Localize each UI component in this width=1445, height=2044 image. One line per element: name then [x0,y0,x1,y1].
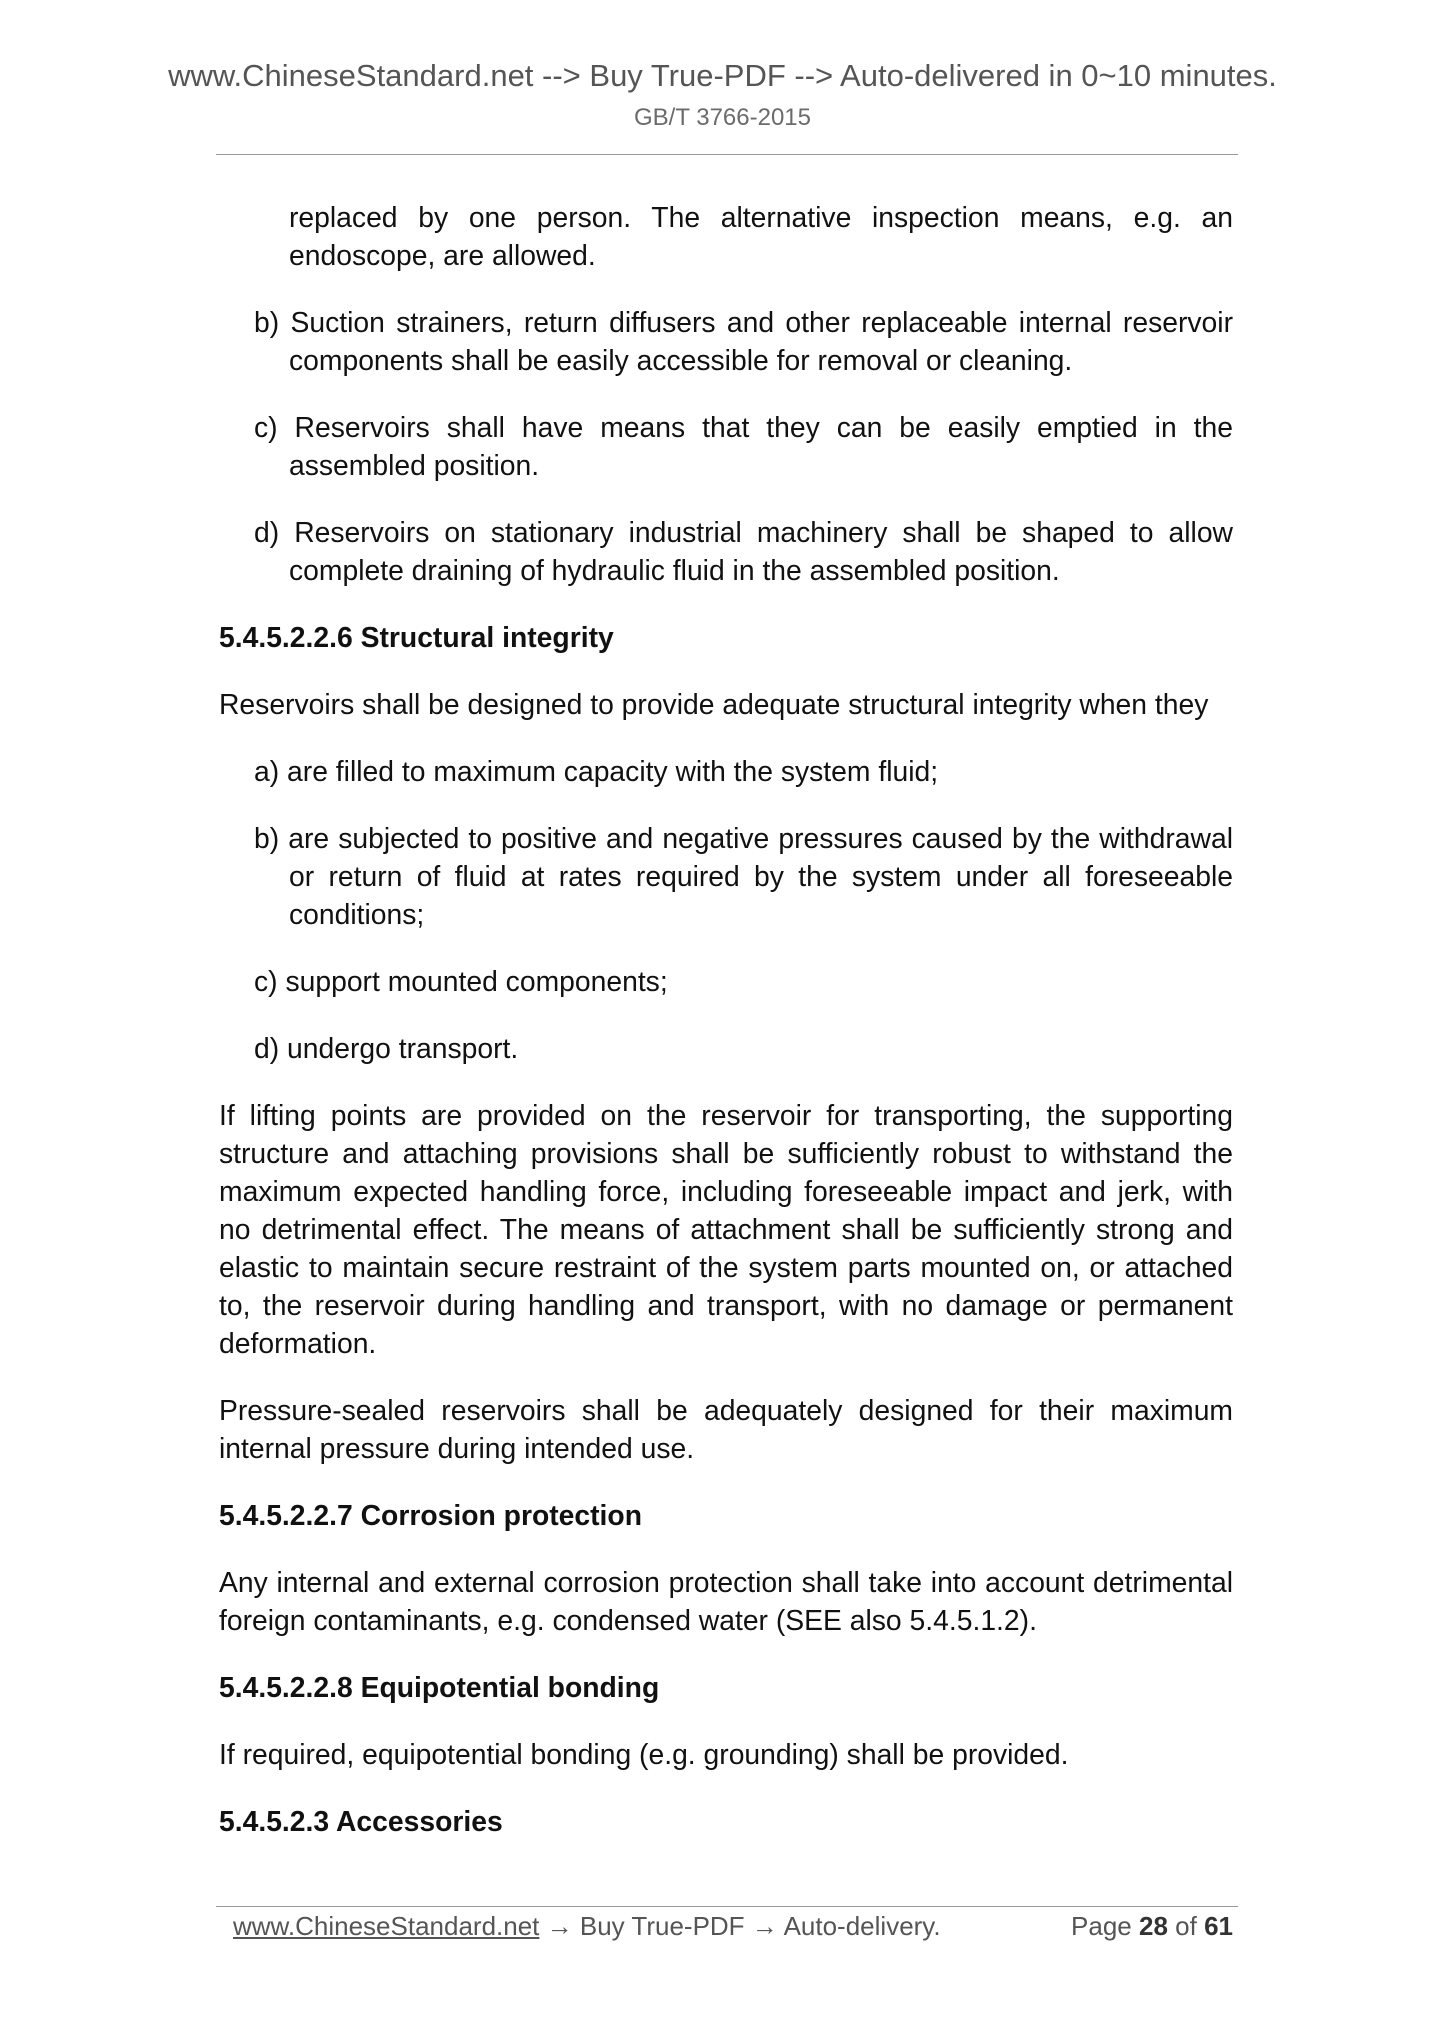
header-divider [216,154,1238,155]
paragraph: Any internal and external corrosion protection shall take into account detrimental foreign contaminants, e.g. condensed water (SEE also 5.4.5.1.2). [219,1566,1233,1636]
list-marker: d) [254,516,280,548]
section-heading: 5.4.5.2.2.6 Structural integrity [219,621,614,653]
header-banner: www.ChineseStandard.net --> Buy True-PDF --> Auto-delivered in 0~10 minutes. [168,58,1277,93]
list-item [219,1029,1233,1067]
list-item-continuation: replaced by one person. The alternative inspection means, e.g. an endoscope, are allowed. [289,201,1233,271]
list-item-text: are filled to maximum capacity with the system fluid; [287,755,939,787]
list-marker: b) [254,306,280,338]
list-item-text: are subjected to positive and negative pressures caused by the withdrawal or return of fluid at rates required by the system under all foreseeable conditions; [288,822,1233,930]
list-item [219,408,1233,484]
page-number: 28 [1139,1911,1168,1941]
list-item [219,752,1233,790]
list-item [219,303,1233,379]
list-item-text: Suction strainers, return diffusers and other replaceable internal reservoir components shall be easily accessible for removal or cleaning. [289,306,1233,376]
section-heading: 5.4.5.2.3 Accessories [219,1805,503,1837]
document-id: GB/T 3766-2015 [633,104,811,131]
page-word: Page [1071,1911,1132,1941]
paragraph: Reservoirs shall be designed to provide adequate structural integrity when they [219,688,1209,720]
section-heading: 5.4.5.2.2.7 Corrosion protection [219,1499,642,1531]
list-item-text: Reservoirs on stationary industrial machinery shall be shaped to allow complete draining of hydraulic fluid in the assembled position. [289,516,1233,586]
document-body [219,198,1233,1869]
footer [233,1911,1233,1942]
footer-tagline: → Buy True-PDF → Auto-delivery. [539,1911,941,1941]
list-marker: d) [254,1032,280,1064]
footer-site-link[interactable]: www.ChineseStandard.net [233,1911,540,1941]
list-item [219,962,1233,1000]
section-heading: 5.4.5.2.2.8 Equipotential bonding [219,1671,660,1703]
list-item-text: undergo transport. [287,1032,519,1064]
page-indicator [1071,1911,1233,1942]
list-item-text: Reservoirs shall have means that they can be easily emptied in the assembled position. [289,411,1233,481]
list-item-text: support mounted components; [285,965,668,997]
list-marker: b) [254,822,280,854]
total-pages: 61 [1204,1911,1233,1941]
paragraph: If required, equipotential bonding (e.g. grounding) shall be provided. [219,1738,1069,1770]
list-marker: c) [254,965,278,997]
list-item [219,513,1233,589]
footer-divider [216,1906,1238,1907]
list-marker: c) [254,411,278,443]
of-word: of [1175,1911,1197,1941]
paragraph: Pressure-sealed reservoirs shall be adequately designed for their maximum internal pressure during intended use. [219,1394,1233,1464]
list-item [219,819,1233,933]
paragraph: If lifting points are provided on the reservoir for transporting, the supporting structure and attaching provisions shall be sufficiently robust to withstand the maximum expected handling force, including foreseeable impact and jerk, with no detrimental effect. The means of attachment shall be sufficiently strong and elastic to maintain secure restraint of the system parts mounted on, or attached to, the reservoir during handling and transport, with no damage or permanent deformation. [219,1099,1233,1359]
list-marker: a) [254,755,280,787]
